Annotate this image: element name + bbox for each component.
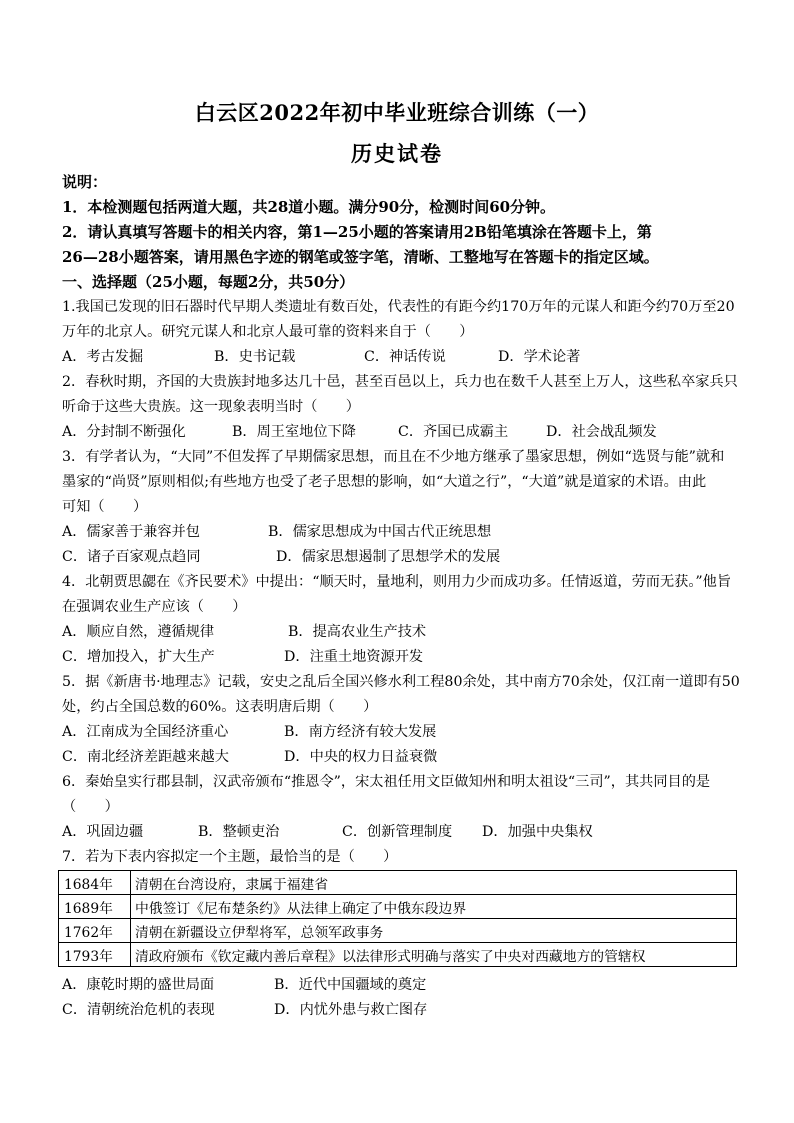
exam-title: 白云区2022年初中毕业班综合训练（一） xyxy=(194,100,600,125)
question-7-line-1: 7．若为下表内容拟定一个主题，最恰当的是（ ） xyxy=(62,849,398,865)
section-1-heading: 一、选择题（25小题，每题2分，共50分） xyxy=(62,273,355,291)
question-2-line-1: 2．春秋时期，齐国的大贵族封地多达几十邑，甚至百邑以上，兵力也在数千人甚至上万人，这些私卒家兵只 xyxy=(62,374,738,390)
question-7-table xyxy=(58,870,737,967)
q1-option-b: B．史书记载 xyxy=(214,349,296,365)
q1-option-c: C．神话传说 xyxy=(364,349,446,365)
q7-option-b: B．近代中国疆域的奠定 xyxy=(274,977,427,993)
instruction-item-2-line-2: 26—28小题答案，请用黑色字迹的钢笔或签字笔，清晰、工整地写在答题卡的指定区域。 xyxy=(62,248,659,266)
instructions-heading: 说明： xyxy=(62,173,108,191)
q3-option-c: C．诸子百家观点趋同 xyxy=(62,549,201,565)
table-cell-event: 清朝在台湾设府，隶属于福建省 xyxy=(131,871,737,895)
question-5-line-1: 5．据《新唐书·地理志》记载，安史之乱后全国兴修水利工程80余处，其中南方70余处，仅江南一道即有50 xyxy=(62,674,740,690)
q2-option-b: B．周王室地位下降 xyxy=(232,424,356,440)
q1-option-d: D．学术论著 xyxy=(498,349,581,365)
question-4-line-1: 4．北朝贾思勰在《齐民要术》中提出：“顺天时，量地利，则用力少而成功多。任情返道，劳而无获。”他旨 xyxy=(62,574,732,590)
table-row xyxy=(59,895,737,919)
q6-option-a: A．巩固边疆 xyxy=(62,824,144,840)
q2-option-a: A．分封制不断强化 xyxy=(62,424,186,440)
table-cell-event: 清政府颁布《钦定藏内善后章程》以法律形式明确与落实了中央对西藏地方的管辖权 xyxy=(131,943,737,967)
table-cell-event: 清朝在新疆设立伊犁将军，总领军政事务 xyxy=(131,919,737,943)
question-3-line-3: 可知（ ） xyxy=(62,499,148,515)
q4-option-a: A．顺应自然，遵循规律 xyxy=(62,624,215,640)
instruction-item-2-line-1: 2．请认真填写答题卡的相关内容，第1—25小题的答案请用2B铅笔填涂在答题卡上，第 xyxy=(62,223,652,241)
question-5-line-2: 处，约占全国总数的60%。这表明唐后期（ ） xyxy=(62,699,378,715)
table-cell-year: 1684年 xyxy=(59,871,131,895)
q5-option-a: A．江南成为全国经济重心 xyxy=(62,724,229,740)
table-cell-event: 中俄签订《尼布楚条约》从法律上确定了中俄东段边界 xyxy=(131,895,737,919)
q3-option-a: A．儒家善于兼容并包 xyxy=(62,524,200,540)
table-cell-year: 1793年 xyxy=(59,943,131,967)
question-2-line-2: 听命于这些大贵族。这一现象表明当时（ ） xyxy=(62,399,360,415)
q7-option-d: D．内忧外患与救亡图存 xyxy=(274,1002,428,1018)
q4-option-c: C．增加投入，扩大生产 xyxy=(62,649,215,665)
q6-option-b: B．整顿吏治 xyxy=(198,824,280,840)
question-1-line-1: 1.我国已发现的旧石器时代早期人类遗址有数百处，代表性的有距今约170万年的元谋人和距今约70万至20 xyxy=(62,299,735,315)
question-6-line-2: （ ） xyxy=(62,799,119,815)
q7-option-a: A．康乾时期的盛世局面 xyxy=(62,977,215,993)
q1-option-a: A．考古发掘 xyxy=(62,349,144,365)
table-cell-year: 1762年 xyxy=(59,919,131,943)
q4-option-b: B．提高农业生产技术 xyxy=(288,624,427,640)
question-3-line-2: 墨家的“尚贤”原则相似;有些地方也受了老子思想的影响，如“大道之行”，“大道”就是道家的术语。由此 xyxy=(62,474,707,490)
q3-option-b: B．儒家思想成为中国古代正统思想 xyxy=(268,524,492,540)
q2-option-c: C．齐国已成霸主 xyxy=(398,424,509,440)
table-cell-year: 1689年 xyxy=(59,895,131,919)
q4-option-d: D．注重土地资源开发 xyxy=(284,649,424,665)
q2-option-d: D．社会战乱频发 xyxy=(546,424,657,440)
table-row xyxy=(59,919,737,943)
q6-option-d: D．加强中央集权 xyxy=(482,824,593,840)
question-1-line-2: 万年的北京人。研究元谋人和北京人最可靠的资料来自于（ ） xyxy=(62,324,474,340)
table-row xyxy=(59,871,737,895)
q6-option-c: C．创新管理制度 xyxy=(342,824,453,840)
q5-option-b: B．南方经济有较大发展 xyxy=(284,724,437,740)
instruction-item-1: 1．本检测题包括两道大题，共28道小题。满分90分，检测时间60分钟。 xyxy=(62,198,556,216)
table-row xyxy=(59,943,737,967)
question-6-line-1: 6．秦始皇实行郡县制，汉武帝颁布“推恩令”，宋太祖任用文臣做知州和明太祖设“三司”，其共同目的是 xyxy=(62,774,711,790)
question-4-line-2: 在强调农业生产应该（ ） xyxy=(62,599,247,615)
q7-option-c: C．清朝统治危机的表现 xyxy=(62,1002,215,1018)
q5-option-c: C．南北经济差距越来越大 xyxy=(62,749,229,765)
question-3-line-1: 3．有学者认为，“大同”不但发挥了早期儒家思想，而且在不少地方继承了墨家思想，例如“选贤与能”就和 xyxy=(62,449,725,465)
q5-option-d: D．中央的权力日益衰微 xyxy=(284,749,438,765)
exam-subtitle: 历史试卷 xyxy=(351,141,443,166)
q3-option-d: D．儒家思想遏制了思想学术的发展 xyxy=(276,549,501,565)
